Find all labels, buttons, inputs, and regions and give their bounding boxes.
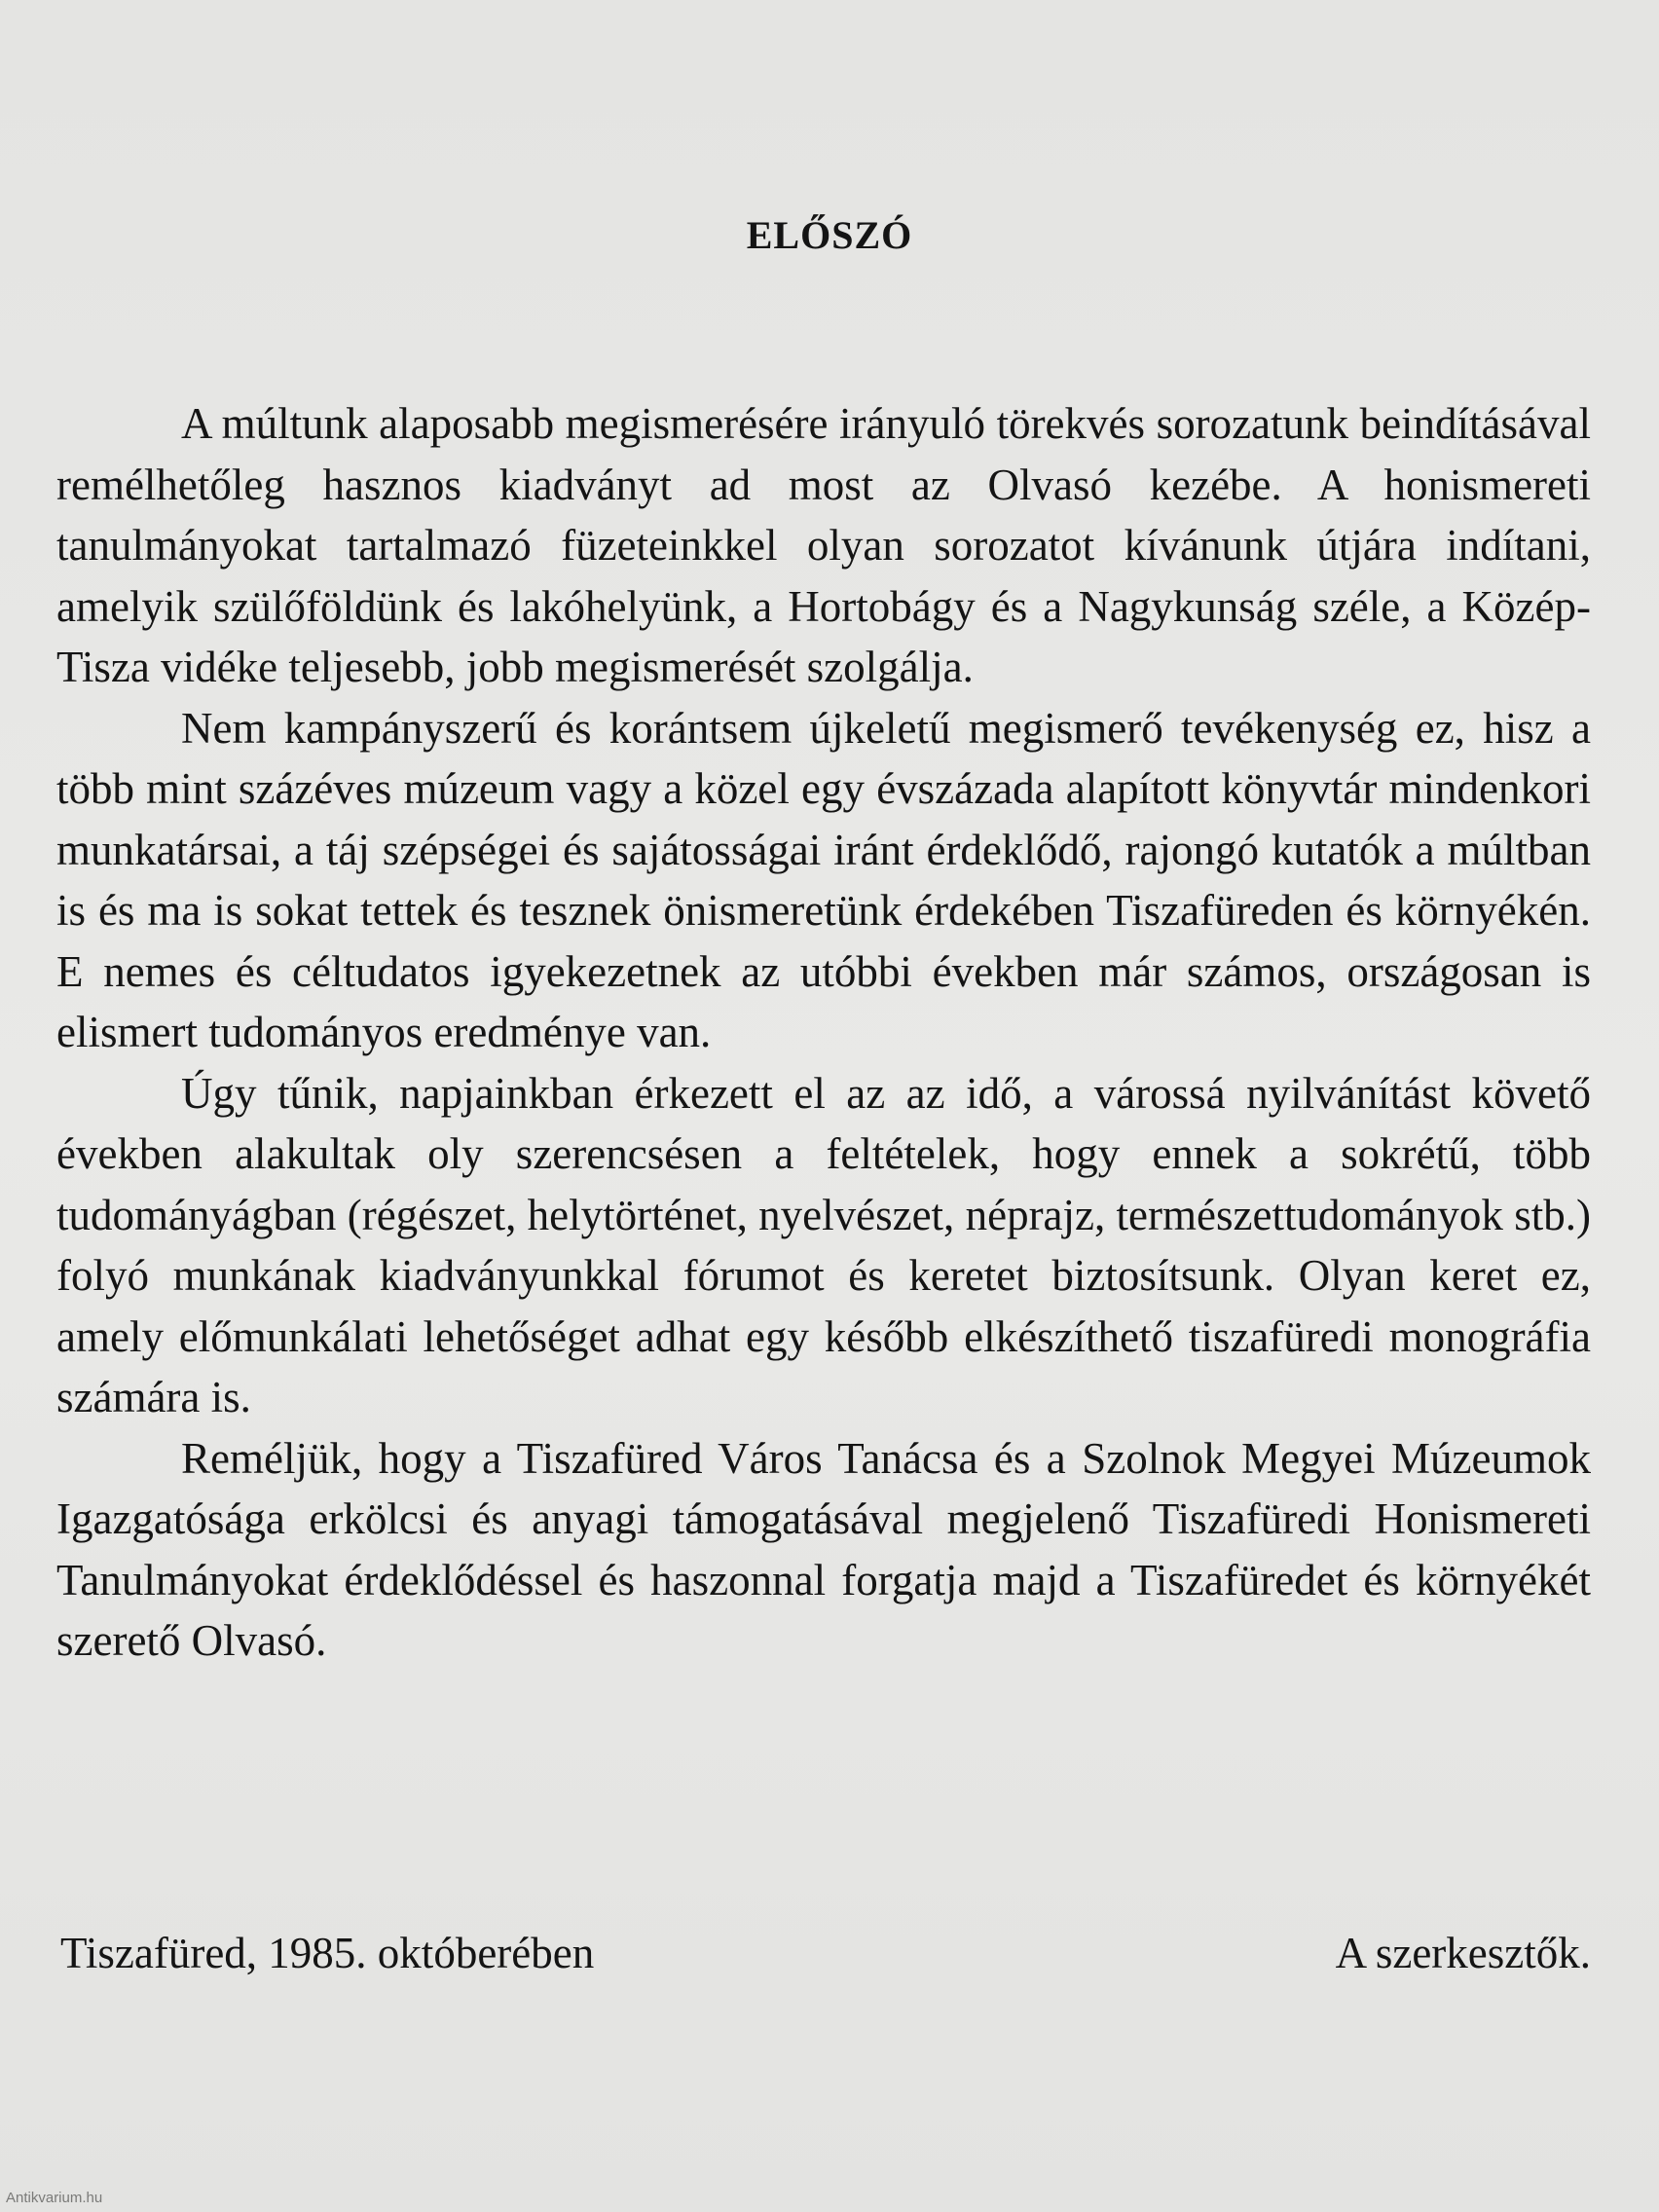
signoff-line bbox=[60, 1923, 1591, 1983]
body-text bbox=[56, 393, 1591, 1672]
place-date: Tiszafüred, 1985. októberében bbox=[60, 1929, 595, 1977]
paragraph-4: Reméljük, hogy a Tiszafüred Város Tanácsa és a Szolnok Megyei Múzeumok Igazgatósága erkölcsi és anyagi támogatásával megjelenő Tiszafüredi Honismereti Tanulmányokat érdeklődéssel és haszonnal forgatja majd a Tiszafüredet és környékét szerető Olvasó. bbox=[56, 1433, 1591, 1665]
editors-signature: A szerkesztők. bbox=[1335, 1929, 1591, 1977]
page-title: ELŐSZÓ bbox=[746, 213, 913, 257]
watermark: Antikvarium.hu bbox=[6, 2190, 103, 2206]
paragraph-1: A múltunk alaposabb megismerésére irányuló törekvés sorozatunk beindításával remélhetőleg hasznos kiadványt ad most az Olvasó kezébe. A honismereti tanulmányokat tartalmazó füzeteinkkel olyan sorozatot kívánunk útjára indítani, amelyik szülőföldünk és lakóhelyünk, a Hortobágy és a Nagykunság széle, a Közép-Tisza vidéke teljesebb, jobb megismerését szolgálja. bbox=[56, 399, 1591, 691]
paragraph-2: Nem kampányszerű és korántsem újkeletű megismerő tevékenység ez, hisz a több mint százéves múzeum vagy a közel egy évszázada alapított könyvtár mindenkori munkatársai, a táj szépségei és sajátosságai iránt érdeklődő, rajongó kutatók a múltban is és ma is sokat tettek és tesznek önismeretünk érdekében Tiszafüreden és környékén. E nemes és céltudatos igyekezetnek az utóbbi években már számos, országosan is elismert tudományos eredménye van. bbox=[56, 703, 1591, 1056]
paragraph-3: Úgy tűnik, napjainkban érkezett el az az idő, a várossá nyilvánítást követő években alakultak oly szerencsésen a feltételek, hogy ennek a sokrétű, több tudományágban (régészet, helytörténet, nyelvészet, néprajz, természettudományok stb.) folyó munkának kiadványunkkal fórumot és keretet biztosítsunk. Olyan keret ez, amely előmunkálati lehetőséget adhat egy később elkészíthető tiszafüredi monográfia számára is. bbox=[56, 1068, 1591, 1421]
